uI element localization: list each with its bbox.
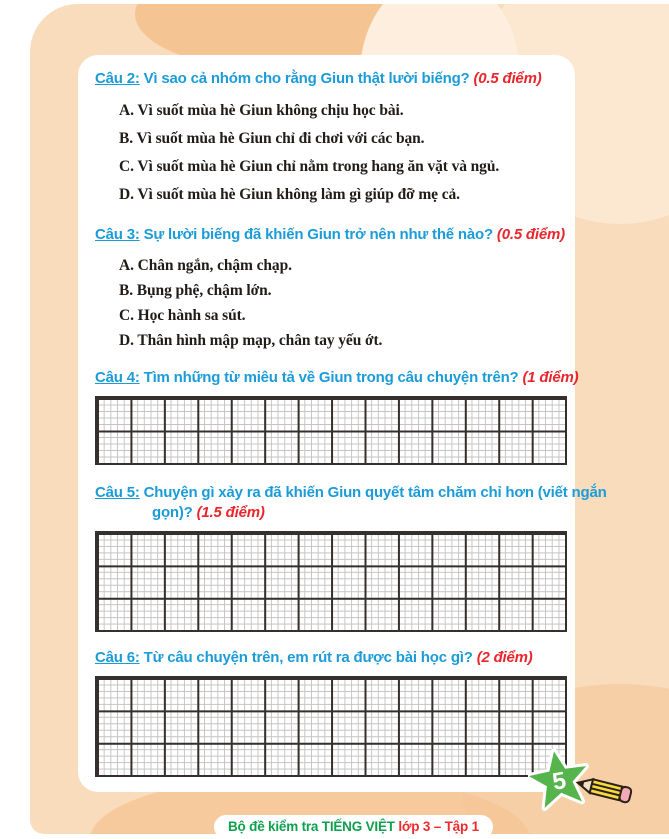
question-text: Sự lười biếng đã khiến Giun trở nên như thế nào? <box>139 226 497 243</box>
question-label: Câu 3: <box>95 226 140 243</box>
star-icon <box>528 748 592 810</box>
question-block <box>95 225 567 353</box>
question-label: Câu 6: <box>95 649 140 666</box>
writing-grid[interactable] <box>95 531 567 632</box>
answer-option[interactable]: A. Vì suốt mùa hè Giun không chịu học bài. <box>119 102 404 119</box>
answer-option[interactable]: D. Vì suốt mùa hè Giun không làm gì giúp đỡ mẹ cả. <box>119 186 460 203</box>
answer-options <box>95 253 567 353</box>
question-label: Câu 4: <box>95 369 140 386</box>
question-text: Chuyện gì xảy ra đã khiến Giun quyết tâm chăm chỉ hơn (viết ngắn gọn)? <box>139 484 607 521</box>
question-heading <box>95 483 624 523</box>
question-label: Câu 2: <box>95 70 140 87</box>
writing-grid[interactable] <box>95 676 567 777</box>
answer-option[interactable]: B. Vì suốt mùa hè Giun chỉ đi chơi với các bạn. <box>119 130 425 147</box>
answer-option[interactable]: D. Thân hình mập mạp, chân tay yếu ớt. <box>119 332 383 349</box>
question-text: Từ câu chuyện trên, em rút ra được bài học gì? <box>139 649 477 666</box>
question-block <box>95 368 579 465</box>
question-label: Câu 5: <box>95 484 140 501</box>
answer-option[interactable]: A. Chân ngắn, chậm chạp. <box>119 257 292 274</box>
pencil-icon <box>576 775 632 803</box>
worksheet-card <box>78 55 607 792</box>
svg-text:5: 5 <box>550 767 569 796</box>
question-heading <box>95 225 624 245</box>
page-number-badge <box>528 748 638 818</box>
question-points: (0.5 điểm) <box>473 70 542 87</box>
question-points: (2 điểm) <box>476 649 533 666</box>
question-block <box>95 483 607 632</box>
question-points: (0.5 điểm) <box>496 226 565 243</box>
answer-option[interactable]: B. Bụng phệ, chậm lớn. <box>119 282 272 299</box>
writing-grid[interactable] <box>95 396 567 465</box>
footer-series-title <box>214 815 493 839</box>
series-title-green: Bộ đề kiểm tra TIẾNG VIỆT <box>228 819 395 834</box>
question-text: Tìm những từ miêu tả về Giun trong câu chuyện trên? <box>139 369 523 386</box>
answer-option[interactable]: C. Học hành sa sút. <box>119 307 246 324</box>
series-title-red: lớp 3 – Tập 1 <box>398 819 479 834</box>
question-heading <box>95 69 624 89</box>
question-text: Vì sao cả nhóm cho rằng Giun thật lười biếng? <box>139 70 474 87</box>
question-block <box>95 69 567 209</box>
question-heading <box>95 648 624 668</box>
question-block <box>95 648 567 777</box>
answer-option[interactable]: C. Vì suốt mùa hè Giun chỉ nằm trong hang ăn vặt và ngủ. <box>119 158 500 175</box>
answer-options <box>95 97 567 209</box>
question-points: (1.5 điểm) <box>196 504 265 521</box>
question-points: (1 điểm) <box>522 369 579 386</box>
question-heading <box>95 368 624 388</box>
